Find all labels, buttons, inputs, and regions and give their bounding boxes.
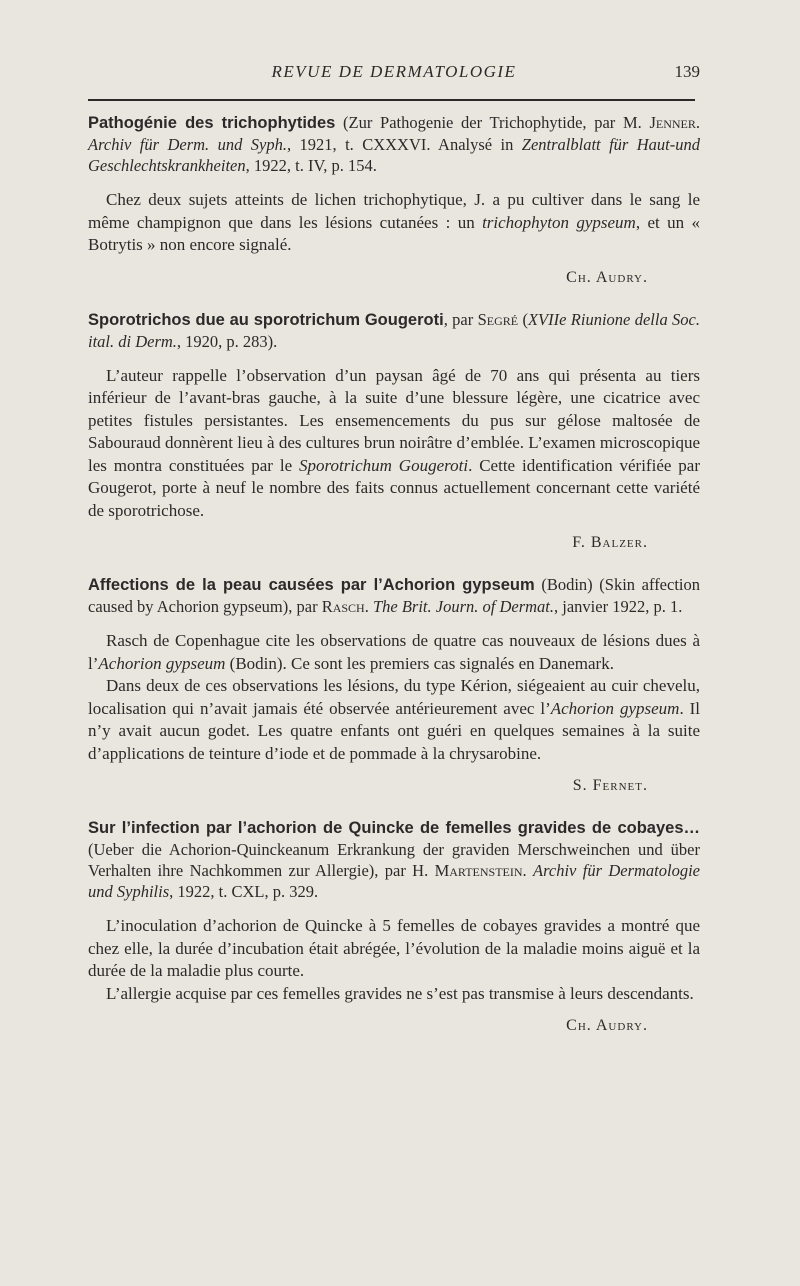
reviewer-signature: S. Fernet. (572, 777, 648, 794)
article-achorion-quincke (88, 817, 700, 1035)
page-content (88, 112, 700, 1057)
article-title: Sur l’infection par l’achorion de Quincke de femelles gravides de cobayes… (88, 819, 700, 837)
abstract-paragraph: Rasch de Copenhague cite les observations de quatre cas nouveaux de lésions dues à l’Achorion gypseum (Bodin). Ce sont les premiers cas signalés en Danemark. (88, 631, 700, 673)
reviewer-signature: F. Balzer. (572, 534, 648, 551)
author-name: Martenstein (434, 861, 523, 880)
journal-name: Archiv für Dermatologie und Syphilis (88, 861, 701, 901)
article-reference: Sur l’infection par l’achorion de Quincke de femelles gravides de cobayes… (Ueber die Achorion-Quinckeanum Erkrankung der graviden Merschweinchen und über Verhalten ihre Nachkommen zur Allergie), par H. Martenstein. Archiv für Dermatologie und Syphilis, 1922, t. CXL, p. 329. (88, 819, 701, 901)
reviewer-signature: Ch. Audry. (566, 268, 648, 286)
article-reference: Affections de la peau causées par l’Achorion gypseum (Bodin) (Skin affection caused by Achorion gypseum), par Rasch. The Brit. Journ. of Dermat., janvier 1922, p. 1. (88, 575, 701, 616)
author-name: Rasch (321, 597, 365, 616)
author-name: Segré (477, 309, 519, 329)
abstract-paragraph: Chez deux sujets atteints de lichen trichophytique, J. a pu cultiver dans le sang le même champignon que dans les lésions cutanées : un trichophyton gypseum, et un « Botrytis » non encore signalé. (88, 190, 700, 254)
article-sporotrichose (88, 309, 700, 553)
article-title: Pathogénie des trichophytides (88, 114, 336, 132)
page-header (88, 62, 700, 90)
journal-name: The Brit. Journ. of Dermat. (372, 597, 555, 616)
article-trichophytides (88, 112, 700, 287)
reviewer-signature: Ch. Audry. (566, 1017, 648, 1034)
article-reference: Pathogénie des trichophytides (Zur Pathogenie der Trichophytide, par M. Jenner. Archiv für Derm. und Syph., 1921, t. CXXXVI. Analysé in Zentralblatt für Haut-und Geschlechtskrankheiten, 1922, t. IV, p. 154. (88, 113, 700, 175)
abstract-paragraph: L’auteur rappelle l’observation d’un paysan âgé de 70 ans qui présenta au tiers inférieur de l’avant-bras gauche, à la suite d’une blessure légère, une cicatrice avec petites fistules persistantes. Les ensemencements du pus sur gélose maltosée de Sabouraud donnèrent lieu à des cultures brun noirâtre d’emblée. L’examen microscopique les montra constituées par le Sporotrichum Gougeroti. Cette identification vérifiée par Gougerot, porte à neuf le nombre des faits connus actuellement concernant cette variété de sporotrichose. (88, 365, 701, 520)
journal-name: Archiv für Derm. und Syph. (88, 135, 287, 154)
journal-name: XVIIe Riunione della Soc. ital. di Derm. (88, 309, 701, 351)
article-title: Sporotrichos due au sporotrichum Gougeroti (88, 310, 444, 329)
page-number: 139 (674, 62, 700, 81)
article-title: Affections de la peau causées par l’Achorion gypseum (88, 576, 535, 594)
article-reference: Sporotrichos due au sporotrichum Gougeroti, par Segré (XVIIe Riunione della Soc. ital. di Derm., 1920, p. 283). (88, 309, 701, 351)
abstract-paragraph: Dans deux de ces observations les lésions, du type Kérion, siégeaient au cuir chevelu, localisation qui n’avait jamais été observée antérieurement avec l’Achorion gypseum. Il n’y avait aucun godet. Les quatre enfants ont guéri en quelques semaines à la suite d’applications de teinture d’iode et de pommade à la chrysarobine. (88, 676, 700, 763)
running-title: REVUE DE DERMATOLOGIE (271, 62, 517, 81)
abstract-paragraph: L’inoculation d’achorion de Quincke à 5 femelles de cobayes gravides a montré que chez elle, la durée d’incubation était abrégée, l’évolution de la maladie moins aiguë et la durée de la maladie plus courte. (88, 916, 700, 980)
header-rule (88, 99, 695, 101)
journal-name-secondary: Zentralblatt für Haut-und Geschlechtskrankheiten (88, 135, 700, 175)
abstract-paragraph: L’allergie acquise par ces femelles gravides ne s’est pas transmise à leurs descendants. (106, 983, 694, 1003)
article-achorion-gypseum (88, 574, 700, 795)
author-name: Jenner (649, 113, 696, 132)
